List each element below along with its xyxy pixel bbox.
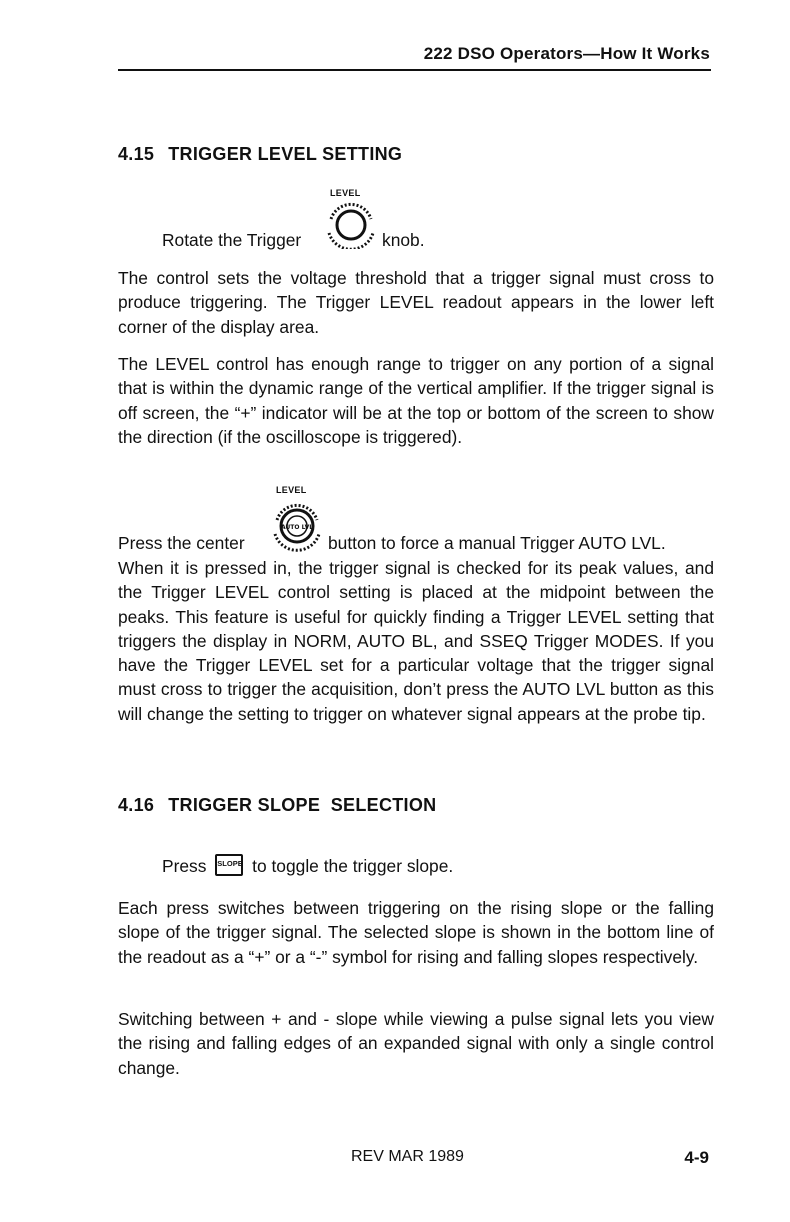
auto-level-knob-label: LEVEL (276, 485, 307, 495)
paragraph-level-range: The LEVEL control has enough range to trigger on any portion of a signal that is within the dynamic range of the vertical amplifier. If the trigger signal is off screen, the “+” indicator will be at the top or bottom of the screen to show the direction (if the oscilloscope is triggered). (118, 354, 714, 447)
press-before-text: Press the center (118, 533, 245, 553)
paragraph-slope-pulse: Switching between + and - slope while viewing a pulse signal lets you view the rising and falling edges of an expanded signal with only a single control change. (118, 1009, 714, 1078)
slope-before-text: Press (162, 856, 207, 876)
paragraph-auto-level: When it is pressed in, the trigger signal is checked for its peak values, and the Trigger LEVEL control setting is placed at the midpoint between the peaks. This feature is useful for quickly finding a Trigger LEVEL setting that triggers the display in NORM, AUTO BL, and SSEQ Trigger MODES. If you have the Trigger LEVEL set for a particular voltage that the trigger signal must cross to trigger the acquisition, don’t press the AUTO LVL button as this will change the setting to trigger on whatever signal appears at the probe tip. (118, 558, 714, 724)
section-number: 4.16 (118, 795, 155, 815)
rotate-after (382, 230, 425, 251)
paragraph-level-threshold: The control sets the voltage threshold that a trigger signal must cross to produce triggering. The Trigger LEVEL readout appears in the lower left corner of the display area. (118, 268, 714, 337)
slope-instruction (162, 856, 453, 878)
auto-level-button-icon (269, 496, 325, 554)
revision-date: REV MAR 1989 (351, 1148, 464, 1165)
slope-key-icon (215, 854, 243, 876)
rotate-instruction (162, 230, 301, 251)
section-title: TRIGGER LEVEL SETTING (168, 144, 403, 164)
paragraph-slope-toggle: Each press switches between triggering on the rising slope or the falling slope of the trigger signal. The selected slope is shown in the bottom line of the readout as a “+” or a “-” symbol for rising and falling slopes respectively. (118, 898, 714, 967)
section-heading-4-16 (118, 795, 436, 816)
level-knob-icon (323, 199, 379, 249)
section-heading-4-15 (118, 144, 402, 165)
running-header: 222 DSO Operators—How It Works (423, 44, 710, 63)
header-rule (118, 69, 711, 71)
section-title: TRIGGER SLOPE SELECTION (168, 795, 437, 815)
press-center-instruction (118, 533, 245, 554)
press-after-text: button to force a manual Trigger AUTO LVL. (328, 533, 666, 553)
rotate-before-text: Rotate the Trigger (162, 230, 302, 250)
slope-after-text: to toggle the trigger slope. (252, 856, 454, 876)
rotate-after-text: knob. (382, 230, 425, 250)
slope-key-label: SLOPE (217, 859, 243, 869)
section-number: 4.15 (118, 144, 155, 164)
page-number: 4-9 (684, 1148, 709, 1167)
level-knob-label: LEVEL (330, 188, 361, 198)
auto-level-button-text: AUTO LVL (280, 524, 314, 531)
press-center-continuation (328, 533, 666, 554)
